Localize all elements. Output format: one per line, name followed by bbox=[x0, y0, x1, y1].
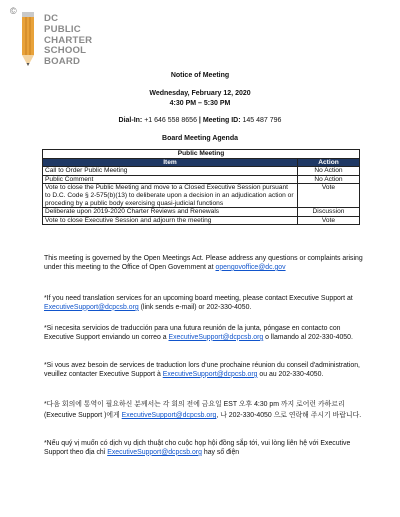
agenda-action: Discussion bbox=[298, 208, 360, 217]
notice-title: Notice of Meeting bbox=[170, 72, 230, 79]
logo-line: SCHOOL bbox=[44, 45, 87, 57]
meeting-id-label: Meeting ID: bbox=[202, 117, 241, 124]
vietnamese-text: *Nếu quý vị muốn có dịch vụ dịch thuật cho cuộc họp hội đồng sắp tới, vui lòng liên hệ với Executive Support theo địa chỉ bbox=[44, 440, 351, 456]
english-text: *If you need translation services for an upcoming board meeting, please contact Executive Support at bbox=[44, 295, 353, 302]
meeting-time: 4:30 PM – 5:30 PM bbox=[169, 100, 231, 107]
logo-line: PUBLIC bbox=[44, 23, 81, 35]
translation-note-vietnamese bbox=[44, 440, 364, 458]
support-email-link[interactable]: ExecutiveSupport@dcpcsb.org bbox=[107, 448, 202, 456]
agenda-item: Deliberate upon 2019-2020 Charter Reviews and Renewals bbox=[43, 208, 298, 217]
agenda-title: Board Meeting Agenda bbox=[162, 135, 238, 142]
french-text: *Si vous avez besoin de services de traduction lors d'une prochaine réunion du conseil d'administration, veuillez contacter Executive Support à bbox=[44, 362, 360, 378]
support-email-link[interactable]: ExecutiveSupport@dcpcsb.org bbox=[121, 412, 217, 419]
logo-line: DC bbox=[44, 13, 59, 24]
spanish-text-end: o llamando al 202-330-4050. bbox=[265, 333, 353, 341]
table-title: Public Meeting bbox=[43, 150, 360, 159]
open-meetings-note bbox=[44, 255, 364, 273]
logo-line: BOARD bbox=[44, 56, 81, 68]
english-text-end: (link sends e-mail) or 202-330-4050. bbox=[140, 303, 252, 311]
support-email-link[interactable]: ExecutiveSupport@dcpcsb.org bbox=[168, 333, 264, 341]
agenda-item: Public Comment bbox=[43, 175, 298, 184]
dial-in-number: +1 646 558 8656 bbox=[144, 117, 197, 124]
agenda-item: Vote to close Executive Session and adjourn the meeting bbox=[43, 216, 298, 225]
agenda-item: Call to Order Public Meeting bbox=[43, 167, 298, 176]
pencil-icon bbox=[19, 12, 37, 68]
agenda-action: Vote bbox=[298, 216, 360, 225]
spanish-text: *Si necesita servicios de traducción para una futura reunión de la junta, póngase en contacto con Executive Support enviando un correo a bbox=[44, 325, 341, 341]
agenda-action: No Action bbox=[298, 167, 360, 176]
vietnamese-text-end: hay số điện bbox=[203, 448, 240, 456]
dial-in-label: Dial-In: bbox=[118, 117, 143, 124]
agenda-action: No Action bbox=[298, 175, 360, 184]
table-row bbox=[43, 216, 360, 225]
meeting-date: Wednesday, February 12, 2020 bbox=[149, 90, 251, 97]
translation-note-french bbox=[44, 362, 364, 380]
agenda-action: Vote bbox=[298, 184, 360, 208]
logo-text bbox=[44, 14, 92, 68]
meeting-id: 145 487 796 bbox=[242, 117, 282, 124]
translation-note-korean bbox=[44, 399, 364, 421]
support-email-link[interactable]: ExecutiveSupport@dcpcsb.org bbox=[44, 303, 139, 311]
table-row bbox=[43, 167, 360, 176]
korean-text-end: , 나 202-330-4050 으로 연락해 주시기 바랍니다. bbox=[216, 412, 362, 419]
table-row bbox=[43, 175, 360, 184]
korean-text: *다음 회의에 통역이 필요하신 분께서는 각 회의 전에 금요일 EST 오후 4:30 pm 까지 로어런 카하르리 (Executive Support )에게 bbox=[44, 401, 345, 419]
open-meetings-text: This meeting is governed by the Open Meetings Act. Please address any questions or complaints arising under this meeting to the Office of Open Government at bbox=[44, 255, 363, 271]
logo-line: CHARTER bbox=[44, 34, 93, 46]
table-header-row bbox=[43, 158, 360, 167]
table-title-row bbox=[43, 150, 360, 159]
translation-note-spanish bbox=[44, 325, 364, 343]
support-email-link[interactable]: ExecutiveSupport@dcpcsb.org bbox=[162, 370, 258, 378]
separator: | bbox=[196, 117, 203, 124]
agenda-item: Vote to close the Public Meeting and move to a Closed Executive Session pursuant to D.C. Code § 2-575(b)(13) to deliberate upon a decision in an adjudication action or proceding by a public body exercising quasi-judicial functions bbox=[43, 184, 298, 208]
column-header-action: Action bbox=[298, 158, 360, 167]
logo-symbol: © bbox=[10, 6, 17, 16]
agenda-table bbox=[42, 149, 360, 225]
table-row bbox=[43, 184, 360, 208]
open-gov-email-link[interactable]: opengovoffice@dc.gov bbox=[215, 263, 286, 271]
dial-in-line bbox=[0, 117, 400, 124]
translation-note-english bbox=[44, 295, 364, 313]
table-row bbox=[43, 208, 360, 217]
french-text-end: ou au 202-330-4050. bbox=[259, 370, 324, 378]
column-header-item: Item bbox=[43, 158, 298, 167]
